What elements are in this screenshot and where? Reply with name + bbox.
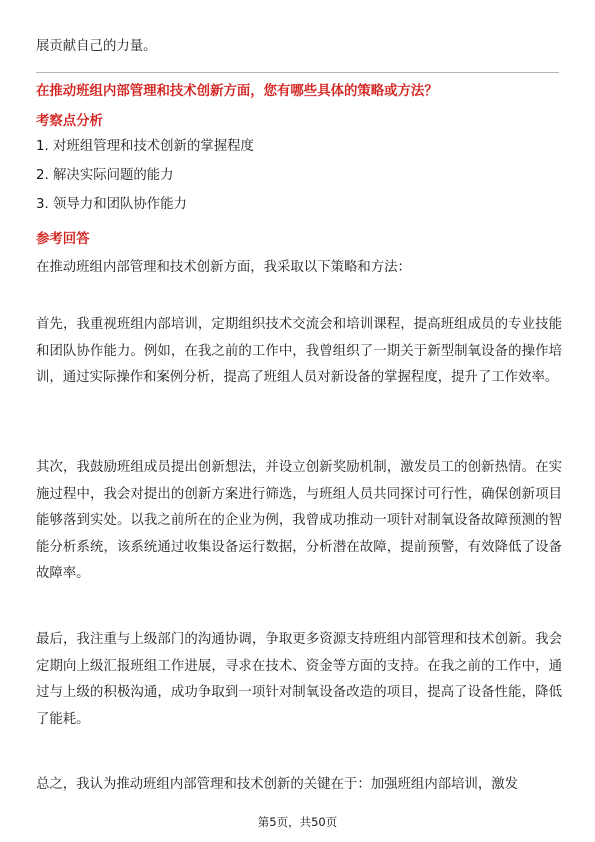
page-number: 第5页，共50页 xyxy=(257,815,338,829)
question-heading: 在推动班组内部管理和技术创新方面，您有哪些具体的策略或方法？ xyxy=(36,84,438,99)
answer-paragraph-3: 最后，我注重与上级部门的沟通协调，争取更多资源支持班组内部管理和技术创新。我会定期向上级汇报班组工作进展，寻求在技术、资金等方面的支持。在我之前的工作中，通过与上级的积极沟通，成功争取到一项针对制氧设备改造的项目，提高了设备性能，降低了能耗。 xyxy=(36,632,562,727)
section-divider xyxy=(36,72,559,73)
analysis-item-2: 2. 解决实际问题的能力 xyxy=(36,168,174,183)
analysis-item-1: 1. 对班组管理和技术创新的掌握程度 xyxy=(36,139,254,154)
answer-label: 参考回答 xyxy=(36,232,90,247)
answer-opening: 在推动班组内部管理和技术创新方面，我采取以下策略和方法： xyxy=(36,260,411,275)
answer-paragraph-2: 其次，我鼓励班组成员提出创新想法，并设立创新奖励机制，激发员工的创新热情。在实施过程中，我会对提出的创新方案进行筛选，与班组人员共同探讨可行性，确保创新项目能够落到实处。以我之前所在的企业为例，我曾成功推动一项针对制氧设备故障预测的智能分析系统，该系统通过收集设备运行数据，分析潜在故障，提前预警，有效降低了设备故障率。 xyxy=(36,460,562,582)
answer-paragraph-1: 首先，我重视班组内部培训，定期组织技术交流会和培训课程，提高班组成员的专业技能和团队协作能力。例如，在我之前的工作中，我曾组织了一期关于新型制氧设备的操作培训，通过实际操作和案例分析，提高了班组人员对新设备的掌握程度，提升了工作效率。 xyxy=(36,317,562,386)
answer-paragraph-4: 总之，我认为推动班组内部管理和技术创新的关键在于：加强班组内部培训，激发 xyxy=(36,777,519,792)
intro-tail-text: 展贡献自己的力量。 xyxy=(36,39,157,54)
analysis-label: 考察点分析 xyxy=(36,114,103,129)
analysis-item-3: 3. 领导力和团队协作能力 xyxy=(36,197,187,212)
